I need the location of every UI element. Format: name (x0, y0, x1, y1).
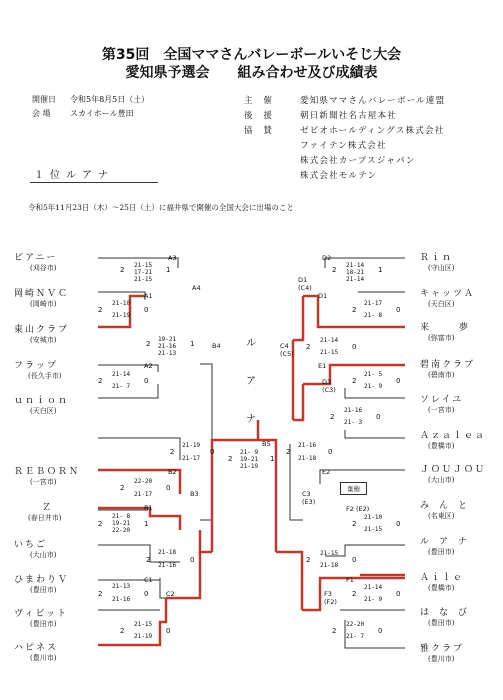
right-team-name: Ｒｉｎ (420, 253, 454, 263)
sets-won: 0 (352, 343, 357, 351)
sets-won: 0 (144, 377, 149, 385)
score-set: 21-13 (158, 350, 177, 357)
sets-won: 2 (306, 556, 311, 564)
score-set: 21-16 (344, 407, 363, 414)
score-set: 22-20 (134, 478, 153, 485)
score-set: 21-16 (298, 442, 317, 449)
sets-won: 2 (170, 448, 175, 456)
right-team-name: Ａｉｌｅ (420, 573, 465, 583)
match-code: B4 (212, 342, 221, 350)
right-team-city: (豊橋市) (428, 584, 455, 592)
left-team-city: (天白区) (30, 407, 57, 415)
score-set: 21-14 (112, 371, 131, 378)
sets-won: 2 (352, 306, 357, 314)
left-team-city: (豊田市) (30, 620, 57, 628)
score-set: 21-15 (134, 276, 153, 283)
sets-won: 2 (120, 266, 125, 274)
match-code: (F2) (324, 598, 337, 606)
match-code: E1 (318, 362, 327, 370)
score-set: 21-14 (346, 262, 365, 269)
right-team-name: みんと (420, 501, 478, 511)
match-code: C4 (280, 342, 289, 350)
organizer-name: 朝日新聞社名古屋本社 (300, 111, 398, 121)
sets-won: 1 (190, 340, 195, 348)
score-set: 21-14 (320, 337, 339, 344)
organizer-name: 株式会社モルテン (300, 171, 378, 181)
sets-won: 2 (306, 343, 311, 351)
score-set: 19-21 (240, 456, 259, 463)
right-team-city: (名東区) (428, 512, 455, 520)
score-set: 21- 5 (364, 371, 383, 378)
sets-won: 0 (396, 306, 401, 314)
score-set: 21-15 (320, 550, 339, 557)
score-set: 21-19 (182, 442, 201, 449)
right-team-name: 雅クラブ (420, 644, 465, 654)
left-team-name: ひまわりＶ (14, 575, 70, 585)
match-code: F1 (346, 576, 354, 584)
score-set: 21-15 (320, 349, 339, 356)
sets-won: 0 (396, 590, 401, 598)
left-team-name: フラップ (14, 361, 58, 371)
match-code: D3 (322, 378, 332, 386)
score-set: 21-18 (320, 562, 339, 569)
score-set: 21-19 (134, 633, 153, 640)
score-set: 21- 3 (344, 419, 363, 426)
right-team-name: ＪＯＵＪＯＵ (420, 465, 487, 475)
match-code: A1 (144, 292, 153, 300)
sets-won: 2 (332, 266, 337, 274)
vertical-winner-char: ル (246, 338, 256, 349)
score-set: 21-15 (364, 526, 383, 533)
right-team-name: キャッツＡ (420, 289, 476, 299)
sets-won: 0 (376, 413, 381, 421)
organizer-role: 後 援 (244, 111, 274, 121)
sets-won: 2 (98, 377, 103, 385)
right-team-name: ソレイユ (420, 395, 464, 405)
sets-won: 2 (98, 520, 103, 528)
sets-won: 1 (166, 266, 171, 274)
match-code: B5 (262, 440, 271, 448)
sets-won: 0 (166, 627, 171, 635)
left-team-name: ＲＥＢＯＲＮ (14, 467, 81, 477)
left-team-name: いちご (14, 540, 48, 550)
sets-won: 2 (286, 448, 291, 456)
score-set: 21-19 (240, 463, 259, 470)
sets-won: 1 (270, 455, 275, 463)
left-team-city: (大山市) (30, 551, 57, 559)
left-team-name: 東山クラブ (14, 325, 70, 335)
match-code: B3 (190, 490, 199, 498)
score-set: 22-20 (112, 527, 131, 534)
score-set: 21- 7 (112, 383, 131, 390)
left-team-name: ビアニー (14, 253, 58, 263)
left-team-name: 岡崎ＮＶＣ (14, 289, 70, 299)
organizer-role: 協 賛 (244, 126, 274, 136)
left-team-city: (安城市) (30, 336, 57, 344)
right-team-city: (一宮市) (428, 406, 455, 414)
score-set: 21-16 (158, 343, 177, 350)
score-set: 21- 7 (346, 633, 365, 640)
score-set: 21-15 (134, 621, 153, 628)
left-team-name: ｕｎｉｏｎ (14, 396, 70, 406)
match-code: C2 (166, 590, 175, 598)
left-team-city: (豊川市) (30, 654, 57, 662)
right-team-name: 来夢 (420, 323, 499, 333)
left-team-name: Ｚ (42, 503, 54, 513)
forfeit-note: 棄権 (340, 482, 367, 495)
sets-won: 0 (328, 448, 333, 456)
score-set: 18-21 (346, 269, 365, 276)
sets-won: 2 (228, 455, 233, 463)
sets-won: 2 (330, 413, 335, 421)
score-set: 21-14 (364, 584, 383, 591)
score-set: 21-17 (364, 300, 383, 307)
score-set: 17-21 (134, 269, 153, 276)
right-team-name: 碧南クラブ (420, 360, 476, 370)
sets-won: 2 (120, 627, 125, 635)
score-set: 21-17 (182, 455, 201, 462)
sets-won: 2 (146, 340, 151, 348)
score-set: 22-20 (346, 621, 365, 628)
sets-won: 0 (396, 520, 401, 528)
notice-text: 令和5年11月23日（木）～25日（土）に福井県で開催の全国大会に出場のこと (28, 203, 294, 212)
score-set: 21- 8 (364, 312, 383, 319)
match-code: B2 (168, 468, 177, 476)
match-code: D1 (298, 276, 308, 284)
match-code: A2 (144, 362, 153, 370)
right-team-city: (豊田市) (428, 619, 455, 627)
right-team-city: (碧南市) (428, 371, 455, 379)
match-code: C3 (302, 490, 311, 498)
page-subtitle: 愛知県予選会 組み合わせ及び成績表 (125, 65, 378, 81)
score-set: 21-15 (134, 262, 153, 269)
venue-label: 会 場 (32, 109, 51, 118)
sets-won: 0 (144, 306, 149, 314)
left-team-city: (刈谷市) (30, 264, 57, 272)
match-code: C1 (144, 576, 153, 584)
match-code: A4 (192, 284, 201, 292)
score-set: 21- 9 (364, 596, 383, 603)
score-set: 21- 8 (112, 513, 131, 520)
left-team-name: ヴィビット (14, 609, 69, 619)
match-code: (E2) (356, 505, 370, 513)
sets-won: 0 (396, 377, 401, 385)
score-set: 21-19 (112, 312, 131, 319)
score-set: 21-16 (158, 562, 177, 569)
right-team-name: ルアナ (420, 537, 478, 547)
right-team-city: (天白区) (428, 300, 455, 308)
score-set: 21-10 (112, 300, 131, 307)
score-set: 21-17 (134, 491, 153, 498)
score-set: 21-14 (346, 276, 365, 283)
organizer-name: ファイテン株式会社 (300, 141, 387, 151)
right-team-city: (豊田市) (428, 548, 455, 556)
right-team-name: Ａｚａｌｅａ (420, 431, 487, 441)
organizer-name: 株式会社カーブスジャパン (300, 156, 416, 166)
left-team-city: (岡崎市) (30, 300, 57, 308)
vertical-winner-char: ア (246, 376, 256, 387)
right-team-city: (豊橋市) (428, 442, 455, 450)
score-set: 21-18 (158, 549, 177, 556)
sets-won: 2 (98, 306, 103, 314)
left-team-city: (豊田市) (30, 586, 57, 594)
match-code: E2 (322, 468, 331, 476)
organizer-name: ゼビオホールディングス株式会社 (300, 126, 445, 136)
score-set: 21-18 (298, 455, 317, 462)
sets-won: 2 (332, 627, 337, 635)
score-set: 21- 9 (240, 449, 259, 456)
match-code: F3 (324, 590, 332, 598)
sets-won: 2 (98, 590, 103, 598)
sets-won: 2 (120, 484, 125, 492)
right-team-city: (守山区) (428, 264, 455, 272)
left-team-name: ハピネス (14, 643, 59, 653)
score-set: 19-21 (158, 336, 177, 343)
sets-won: 1 (378, 266, 383, 274)
sets-won: 0 (190, 556, 195, 564)
match-code: D2 (322, 254, 332, 262)
match-code: A3 (168, 254, 177, 262)
score-set: 21-10 (364, 514, 383, 521)
sets-won: 2 (352, 520, 357, 528)
score-set: 21-16 (112, 596, 131, 603)
match-code: (C3) (322, 386, 336, 394)
sets-won: 0 (352, 556, 357, 564)
match-code: B1 (144, 504, 153, 512)
page-title: 第35回 全国ママさんバレーボールいそじ大会 (101, 47, 402, 63)
date-label: 開催日 (32, 95, 56, 104)
left-team-city: (一宮市) (30, 478, 57, 486)
match-code: D1 (318, 292, 328, 300)
sets-won: 0 (210, 448, 215, 456)
score-set: 21- 9 (364, 383, 383, 390)
sets-won: 2 (352, 377, 357, 385)
right-team-name: はなび (420, 608, 478, 618)
score-set: 19-21 (112, 520, 131, 527)
match-code: (C4) (298, 284, 312, 292)
right-team-city: (大山市) (428, 476, 455, 484)
match-code: (E3) (302, 498, 316, 506)
venue-value: スカイホール豊田 (70, 109, 134, 118)
left-team-city: (長久手市) (28, 372, 62, 380)
vertical-winner-char: ナ (246, 414, 256, 425)
sets-won: 2 (146, 556, 151, 564)
organizer-role: 主 催 (244, 96, 274, 106)
right-team-city: (弥富市) (428, 334, 455, 342)
match-code: F2 (346, 505, 354, 513)
winner-label: １位ルアナ (34, 170, 114, 181)
sets-won: 0 (166, 484, 171, 492)
sets-won: 2 (352, 590, 357, 598)
score-set: 21-13 (112, 583, 131, 590)
right-team-city: (豊川市) (428, 655, 455, 663)
date-value: 令和5年8月5日（土） (70, 95, 150, 104)
left-team-city: (春日井市) (28, 514, 62, 522)
sets-won: 0 (144, 590, 149, 598)
match-code: (C5) (280, 350, 294, 358)
sets-won: 0 (378, 627, 383, 635)
sets-won: 1 (144, 520, 149, 528)
organizer-name: 愛知県ママさんバレーボール連盟 (300, 96, 446, 106)
